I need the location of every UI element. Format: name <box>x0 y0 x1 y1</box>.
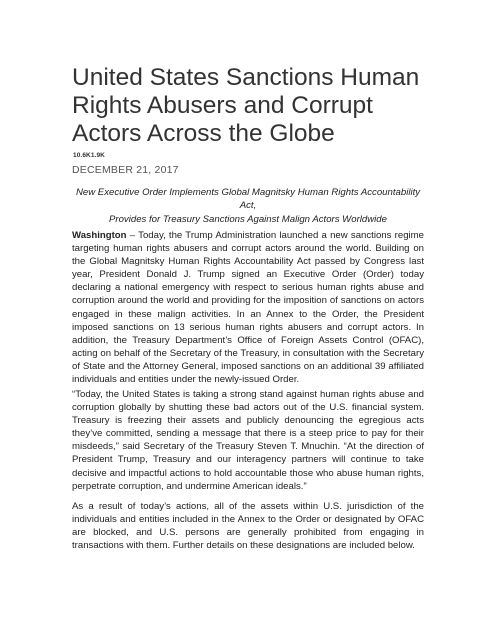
paragraph-2: “Today, the United States is taking a strong stand against human rights abuse and corruption globally by shutting these bad actors out of the U.S. financial system. Treasury is freezing their assets and publicly denouncing the egregious acts they’ve committed, sending a message that there is a steep price to pay for their misdeeds,” said Secretary of the Treasury Steven T. Mnuchin. “At the direction of President Trump, Treasury and our interagency partners will continue to take decisive and impactful actions to hold accountable those who abuse human rights, perpetrate corruption, and undermine American ideals.” <box>72 389 424 492</box>
paragraph-3: As a result of today’s actions, all of the assets within U.S. jurisdiction of the individuals and entities included in the Annex to the Order or designated by OFAC are blocked, and U.S. persons are generally prohibited from engaging in transactions with them. Further details on these designations are included below. <box>72 501 424 552</box>
view-share-counts: 10.6K1.9K <box>73 152 105 159</box>
dateline: Washington <box>72 230 127 241</box>
subtitle-line-2: Provides for Treasury Sanctions Against Malign Actors Worldwide <box>109 213 387 225</box>
publication-date: DECEMBER 21, 2017 <box>72 164 179 176</box>
paragraph-1 <box>72 229 424 386</box>
paragraph-1-body: – Today, the Trump Administration launched a new sanctions regime targeting human rights abusers and corrupt actors around the world. Building on the Global Magnitsky Human Rights Accountability Act passed by Congress last year, President Donald J. Trump signed an Executive Order (Order) today declaring a national emergency with respect to serious human rights abuse and corruption around the world and providing for the imposition of sanctions on actors engaged in these malign activities. In an Annex to the Order, the President imposed sanctions on 13 serious human rights abusers and corrupt actors. In addition, the Treasury Department’s Office of Foreign Assets Control (OFAC), acting on behalf of the Secretary of the Treasury, in consultation with the Secretary of State and the Attorney General, imposed sanctions on an additional 39 affiliated individuals and entities under the newly-issued Order. <box>72 230 424 386</box>
page-title: United States Sanctions Human Rights Abusers and Corrupt Actors Across the Globe <box>72 64 420 147</box>
subtitle-line-1: New Executive Order Implements Global Magnitsky Human Rights Accountability Act, <box>75 187 421 212</box>
subtitle <box>72 186 424 226</box>
